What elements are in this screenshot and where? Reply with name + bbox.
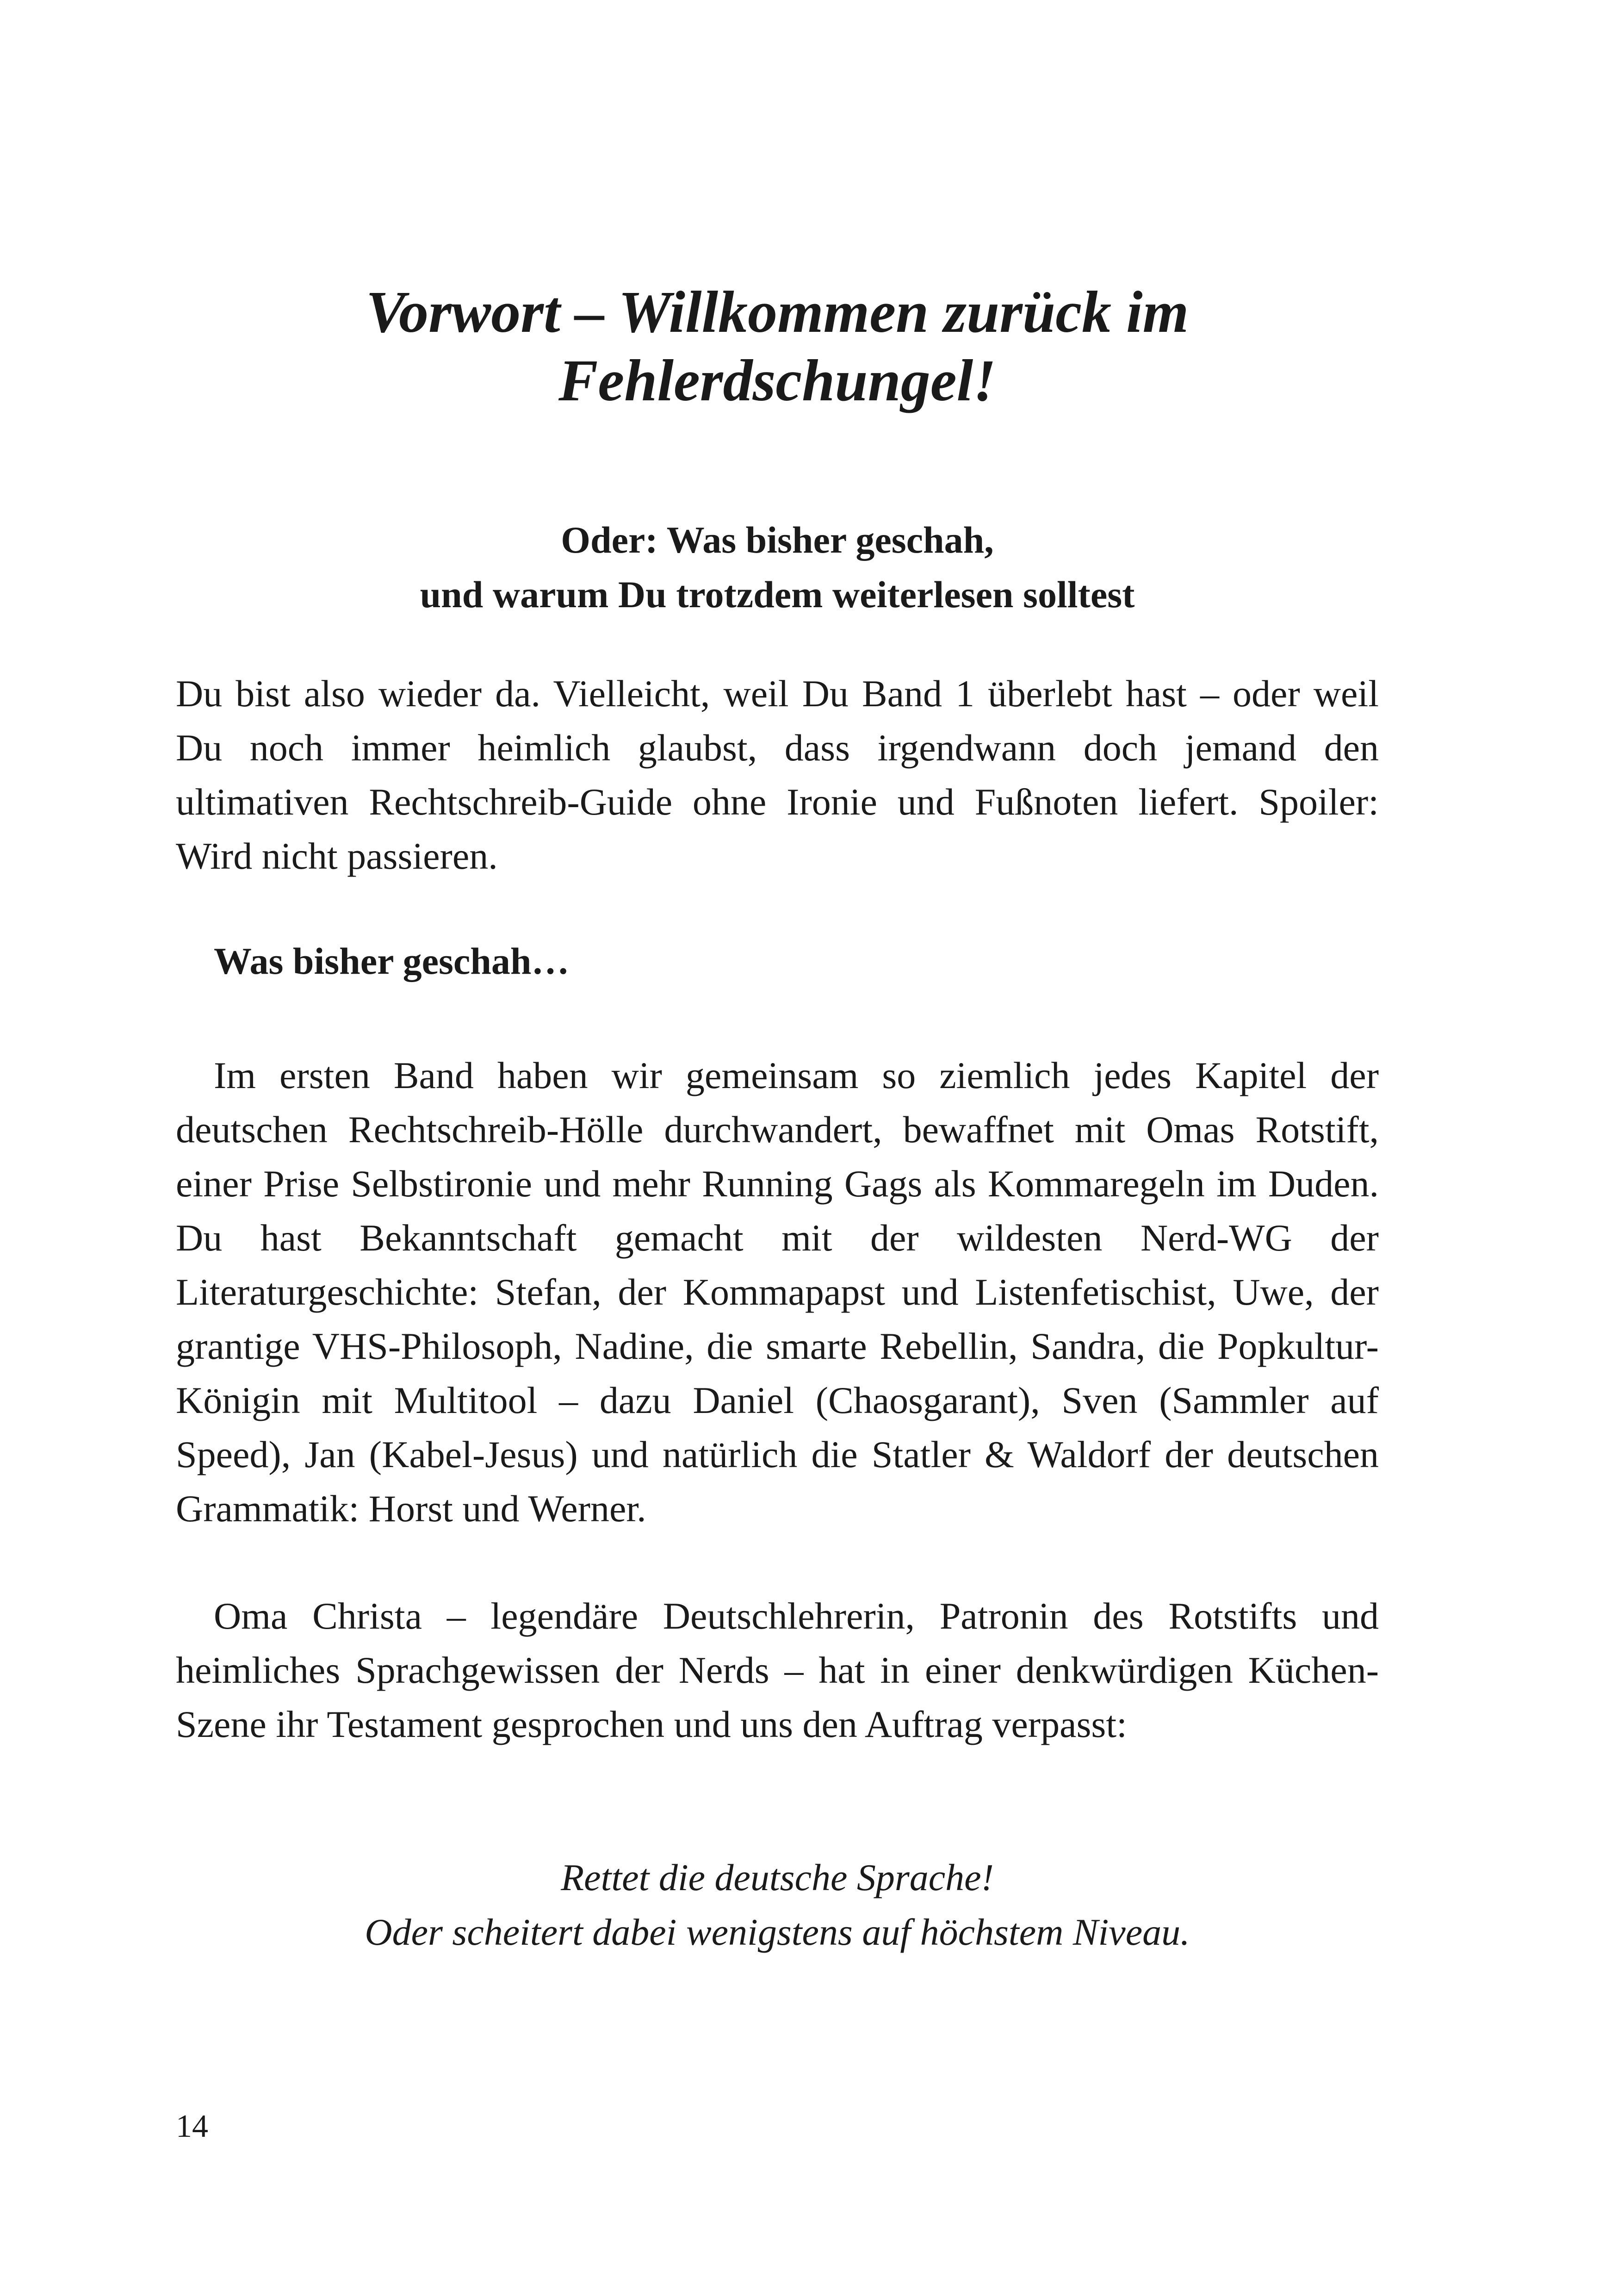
intro-paragraph: Du bist also wieder da. Vielleicht, weil Du Band 1 überlebt hast – oder weil Du noch immer heimlich glaubst, dass irgendwann doch jemand den ultimativen Rechtschreib-Guide ohne Ironie und Fußnoten liefert. Spoiler: Wird nicht passieren. bbox=[176, 672, 1379, 877]
quote-line-1: Rettet die deutsche Sprache! bbox=[561, 1856, 994, 1898]
subtitle-line-1: Oder: Was bisher geschah, bbox=[561, 519, 994, 561]
subtitle-line-2: und warum Du trotzdem weiterlesen solltest bbox=[420, 573, 1135, 616]
quote-line-2: Oder scheitert dabei wenigstens auf höchstem Niveau. bbox=[365, 1911, 1190, 1953]
chapter-title bbox=[176, 278, 1379, 415]
section-heading: Was bisher geschah… bbox=[214, 940, 570, 982]
body-paragraph-2: Oma Christa – legendäre Deutschlehrerin, Patronin des Rotstifts und heimliches Sprachgewissen der Nerds – hat in einer denkwürdigen Küchen-Szene ihr Testament gesprochen und uns den Auftrag verpasst: bbox=[176, 1595, 1379, 1745]
chapter-subtitle bbox=[176, 513, 1379, 622]
quote-block bbox=[176, 1850, 1379, 1960]
chapter-title-line-2: Fehlerdschungel! bbox=[558, 348, 996, 413]
body-paragraph-1: Im ersten Band haben wir gemeinsam so ziemlich jedes Kapitel der deutschen Rechtschreib-Hölle durchwandert, bewaffnet mit Omas Rotstift, einer Prise Selbstironie und mehr Running Gags als Kommaregeln im Duden. Du hast Bekanntschaft gemacht mit der wildesten Nerd-WG der Literaturgeschichte: Stefan, der Kommapapst und Listenfetischist, Uwe, der grantige VHS-Philosoph, Nadine, die smarte Rebellin, Sandra, die Popkultur-Königin mit Multitool – dazu Daniel (Chaosgarant), Sven (Sammler auf Speed), Jan (Kabel-Jesus) und natürlich die Statler & Waldorf der deutschen Grammatik: Horst und Werner. bbox=[176, 1054, 1379, 1530]
page-number: 14 bbox=[176, 2109, 208, 2144]
chapter-title-line-1: Vorwort – Willkommen zurück im bbox=[366, 279, 1189, 345]
